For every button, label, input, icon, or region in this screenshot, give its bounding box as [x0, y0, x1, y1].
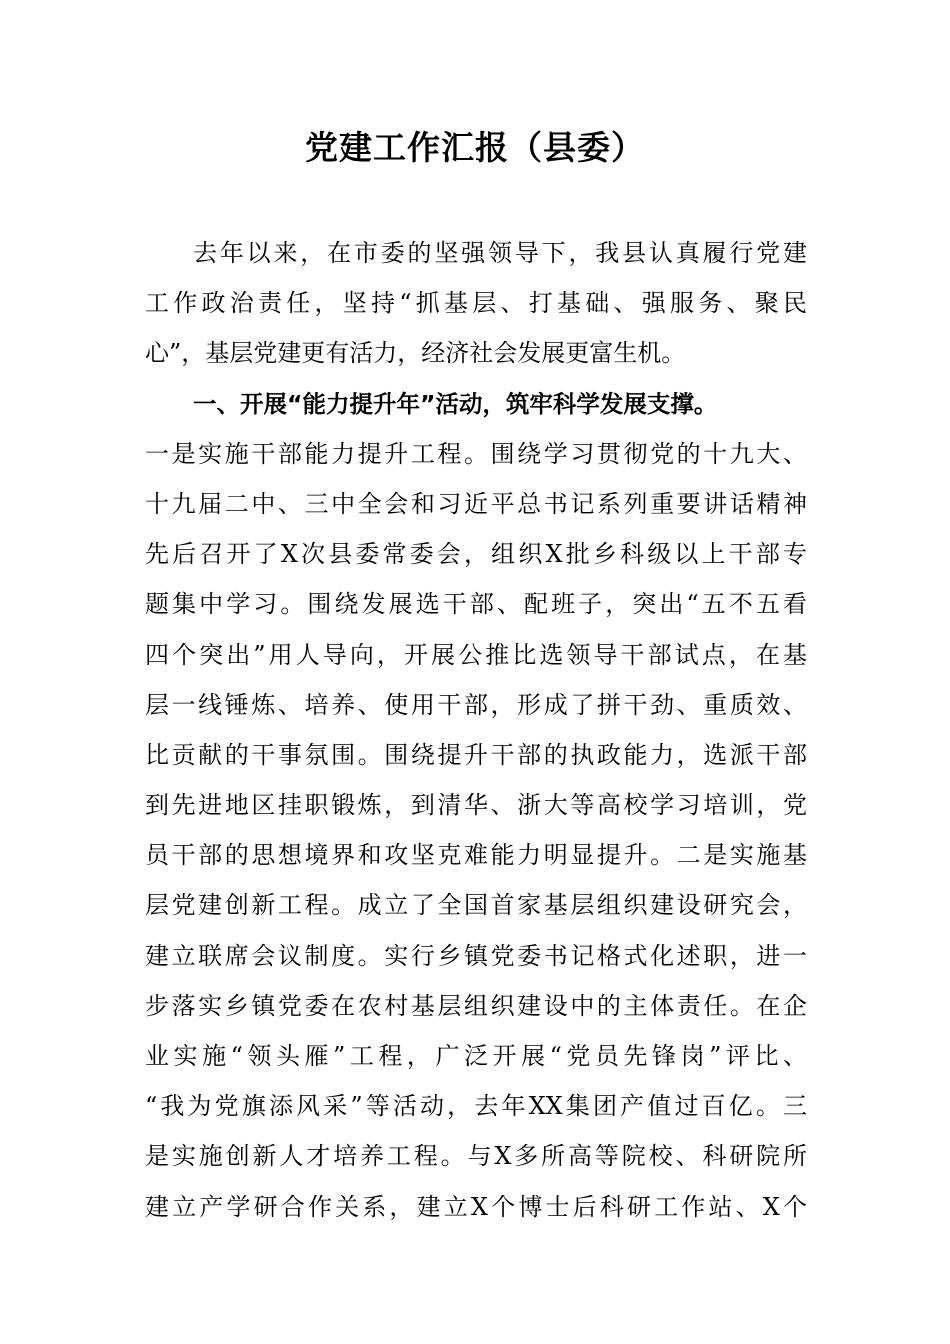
paragraph-line: 建立产学研合作关系，建立X个博士后科研工作站、X个 [145, 1192, 807, 1221]
paragraph-line: 业实施“领头雁”工程，广泛开展“党员先锋岗”评比、 [145, 1042, 807, 1070]
paragraph-line: 步落实乡镇党委在农村基层组织建设中的主体责任。在企 [145, 991, 807, 1020]
paragraph-line: 心”，基层党建更有活力，经济社会发展更富生机。 [145, 339, 686, 368]
paragraph-line: 题集中学习。围绕发展选干部、配班子，突出“五不五看 [145, 590, 807, 619]
paragraph-line: 先后召开了X次县委常委会，组织X批乡科级以上干部专 [145, 540, 807, 569]
paragraph-line: 工作政治责任，坚持“抓基层、打基础、强服务、聚民 [145, 289, 807, 318]
section-heading: 一、开展“能力提升年”活动，筑牢科学发展支撑。 [193, 389, 718, 418]
paragraph-line: 比贡献的干事氛围。围绕提升干部的执政能力，选派干部 [145, 740, 807, 769]
paragraph-line: 十九届二中、三中全会和习近平总书记系列重要讲话精神 [145, 489, 807, 518]
paragraph-line: 四个突出”用人导向，开展公推比选领导干部试点，在基 [145, 640, 807, 669]
paragraph-line: “我为党旗添风采”等活动，去年XX集团产值过百亿。三 [145, 1092, 807, 1121]
paragraph-line: 去年以来，在市委的坚强领导下，我县认真履行党建 [193, 239, 807, 267]
paragraph-line: 层一线锤炼、培养、使用干部，形成了拼干劲、重质效、 [145, 690, 807, 719]
paragraph-line: 是实施创新人才培养工程。与X多所高等院校、科研院所 [145, 1142, 807, 1171]
document-body [145, 228, 807, 1232]
paragraph-line: 建立联席会议制度。实行乡镇党委书记格式化述职，进一 [145, 941, 807, 970]
paragraph-line: 一是实施干部能力提升工程。围绕学习贯彻党的十九大、 [145, 439, 807, 468]
paragraph-line: 到先进地区挂职锻炼，到清华、浙大等高校学习培训，党 [145, 791, 807, 820]
document-title: 党建工作汇报（县委） [305, 128, 645, 167]
paragraph-line: 员干部的思想境界和攻坚克难能力明显提升。二是实施基 [145, 841, 807, 870]
paragraph-line: 层党建创新工程。成立了全国首家基层组织建设研究会， [145, 891, 807, 920]
